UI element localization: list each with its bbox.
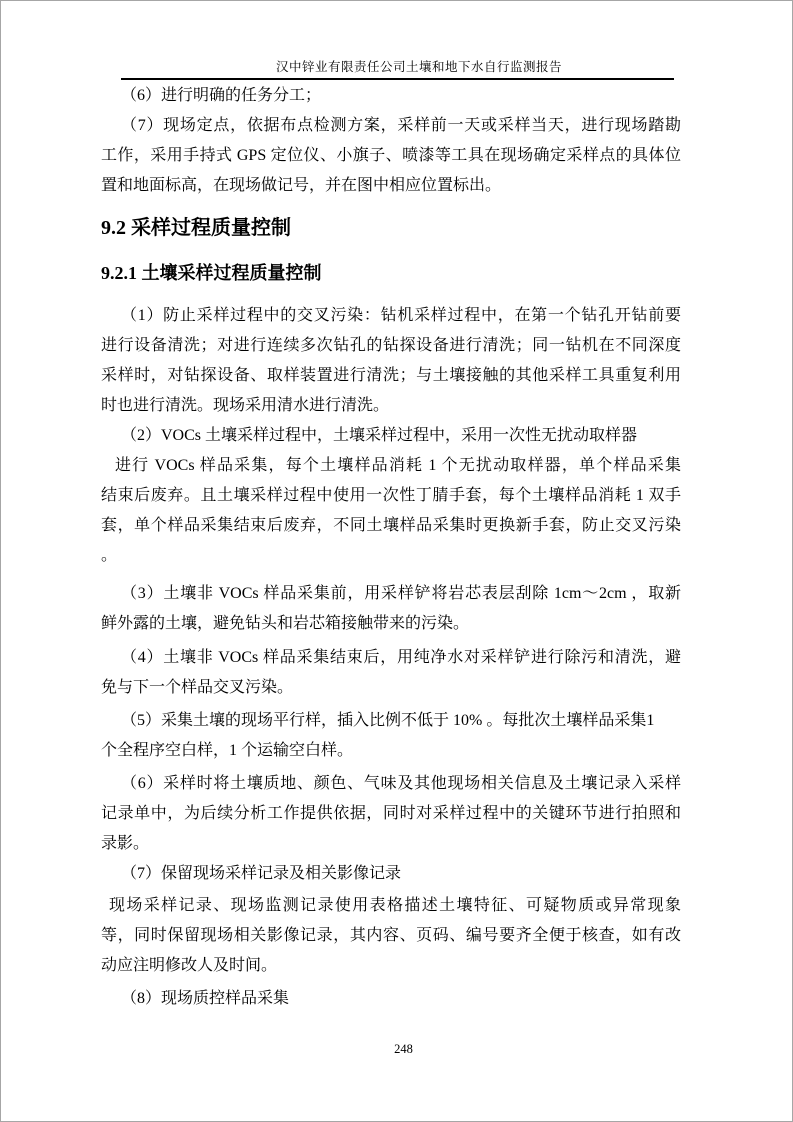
paragraph-line: 进行 VOCs 样品采集，每个土壤样品消耗 1 个无扰动取样器，单个样品采集 [115,457,681,474]
paragraph-line: 免与下一个样品交叉污染。 [101,679,294,696]
paragraph-line: （5）采集土壤的现场平行样，插入比例不低于 10% 。每批次土壤样品采集1 [121,712,655,729]
paragraph-line: （6）采样时将土壤质地、颜色、气味及其他现场相关信息及土壤记录入采样 [121,775,681,792]
paragraph-line: 记录单中，为后续分析工作提供依据，同时对采样过程中的关键环节进行拍照和 [101,805,681,822]
paragraph-line: 等，同时保留现场相关影像记录，其内容、页码、编号要齐全便于核查，如有改 [101,927,681,944]
paragraph-line: （8）现场质控样品采集 [121,990,290,1007]
paragraph-line: 采样时，对钻探设备、取样装置进行清洗；与土壤接触的其他采样工具重复利用 [101,367,681,384]
paragraph-line: 动应注明修改人及时间。 [101,957,278,974]
paragraph-line: 鲜外露的土壤，避免钻头和岩芯箱接触带来的污染。 [101,615,470,632]
section-heading-9-2: 9.2 采样过程质量控制 [101,217,291,239]
page-header-title: 汉中锌业有限责任公司土壤和地下水自行监测报告 [275,60,562,74]
page-number: 248 [394,1042,413,1056]
paragraph-line: 现场采样记录、现场监测记录使用表格描述土壤特征、可疑物质或异常现象 [109,897,681,914]
paragraph-line: 置和地面标高，在现场做记号，并在图中相应位置标出。 [101,177,502,194]
paragraph-line: 进行设备清洗；对进行连续多次钻孔的钻探设备进行清洗；同一钻机在不同深度 [101,337,681,354]
page-content [101,1,681,1014]
paragraph-line: 。 [101,547,118,564]
section-heading-9-2-1: 9.2.1 土壤采样过程质量控制 [101,263,322,283]
paragraph-line: （1）防止采样过程中的交叉污染：钻机采样过程中，在第一个钻孔开钻前要 [121,307,681,324]
paragraph-line: （7）现场定点，依据布点检测方案，采样前一天或采样当天，进行现场踏勘 [121,117,681,134]
paragraph-line: 套，单个样品采集结束后废弃，不同土壤样品采集时更换新手套，防止交叉污染 [101,517,681,534]
paragraph-line: 录影。 [101,835,150,852]
paragraph-line: 个全程序空白样，1 个运输空白样。 [101,742,354,759]
paragraph-line: 结束后废弃。且土壤采样过程中使用一次性丁腈手套，每个土壤样品消耗 1 双手 [101,487,681,504]
paragraph-line: （4）土壤非 VOCs 样品采集结束后，用纯净水对采样铲进行除污和清洗，避 [121,649,681,666]
paragraph-line: （2）VOCs 土壤采样过程中，土壤采样过程中，采用一次性无扰动取样器 [121,427,638,444]
paragraph-line: 工作，采用手持式 GPS 定位仪、小旗子、喷漆等工具在现场确定采样点的具体位 [101,147,681,164]
document-body [101,81,681,1014]
header-rule [121,78,674,80]
paragraph-line: （7）保留现场采样记录及相关影像记录 [121,865,402,882]
paragraph-line: 时也进行清洗。现场采用清水进行清洗。 [101,397,390,414]
paragraph-line: （3）土壤非 VOCs 样品采集前，用采样铲将岩芯表层刮除 1cm～2cm ，取新 [121,585,681,602]
paragraph-line: （6）进行明确的任务分工； [121,87,322,104]
